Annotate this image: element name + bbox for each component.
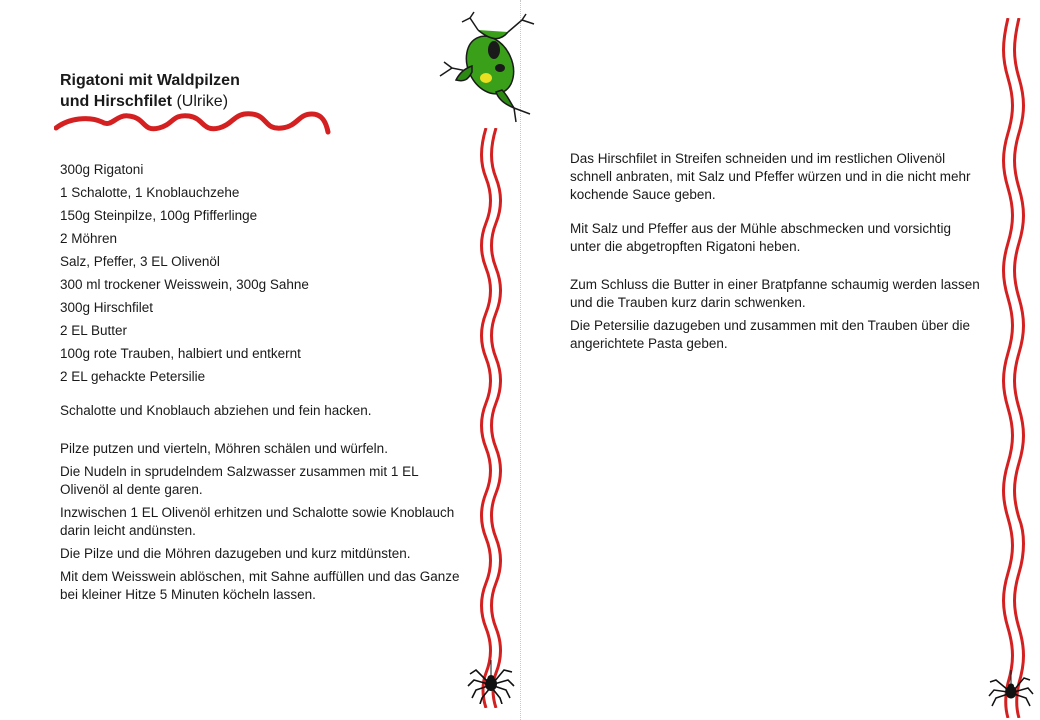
instruction-step: Zum Schluss die Butter in einer Bratpfanne schaumig werden lassen und die Trauben kurz darin schwenken. [570,277,980,310]
instruction-step: Inzwischen 1 EL Olivenöl erhitzen und Schalotte sowie Knoblauch darin leicht andünsten. [60,505,455,538]
instruction-step: Die Petersilie dazugeben und zusammen mit den Trauben über die angerichtete Pasta geben. [570,318,970,351]
instruction-step: Das Hirschfilet in Streifen schneiden und im restlichen Olivenöl schnell anbraten, mit Salz und Pfeffer würzen und in die nicht mehr kochende Sauce geben. [570,151,971,202]
frog-icon [430,10,550,130]
instructions-right [570,150,980,358]
instruction-step: Pilze putzen und vierteln, Möhren schälen und würfeln. [60,441,388,456]
spider-icon [466,660,516,704]
ingredient-item: 300 ml trockener Weisswein, 300g Sahne [60,277,309,292]
instruction-step: Mit Salz und Pfeffer aus der Mühle abschmecken und vorsichtig unter die abgetropften Rigatoni heben. [570,221,951,254]
title-line-1: Rigatoni mit Waldpilzen [60,72,240,89]
instruction-step: Schalotte und Knoblauch abziehen und fein hacken. [60,403,372,418]
right-border-wave [1000,18,1026,718]
ingredient-list [60,158,309,388]
ingredient-item: 2 EL Butter [60,323,128,338]
instructions-left [60,402,460,609]
ingredient-item: 300g Rigatoni [60,162,144,177]
ingredient-item: 150g Steinpilze, 100g Pfifferlinge [60,208,258,223]
recipe-author: (Ulrike) [176,93,229,110]
ingredient-item: 100g rote Trauben, halbiert und entkernt [60,346,301,361]
title-wave-ornament [54,108,334,138]
ingredient-item: 2 EL gehackte Petersilie [60,369,206,384]
ingredient-item: 2 Möhren [60,231,118,246]
instruction-step: Die Pilze und die Möhren dazugeben und kurz mitdünsten. [60,546,411,561]
recipe-title [60,70,340,112]
spider-icon [988,670,1034,710]
instruction-step: Mit dem Weisswein ablöschen, mit Sahne auffüllen und das Ganze bei kleiner Hitze 5 Minuten köcheln lassen. [60,569,460,602]
ingredient-item: 1 Schalotte, 1 Knoblauchzehe [60,185,240,200]
left-border-wave [478,128,502,708]
instruction-step: Die Nudeln in sprudelndem Salzwasser zusammen mit 1 EL Olivenöl al dente garen. [60,464,419,497]
ingredient-item: Salz, Pfeffer, 3 EL Olivenöl [60,254,220,269]
ingredient-item: 300g Hirschfilet [60,300,154,315]
title-line-2: und Hirschfilet [60,93,173,110]
